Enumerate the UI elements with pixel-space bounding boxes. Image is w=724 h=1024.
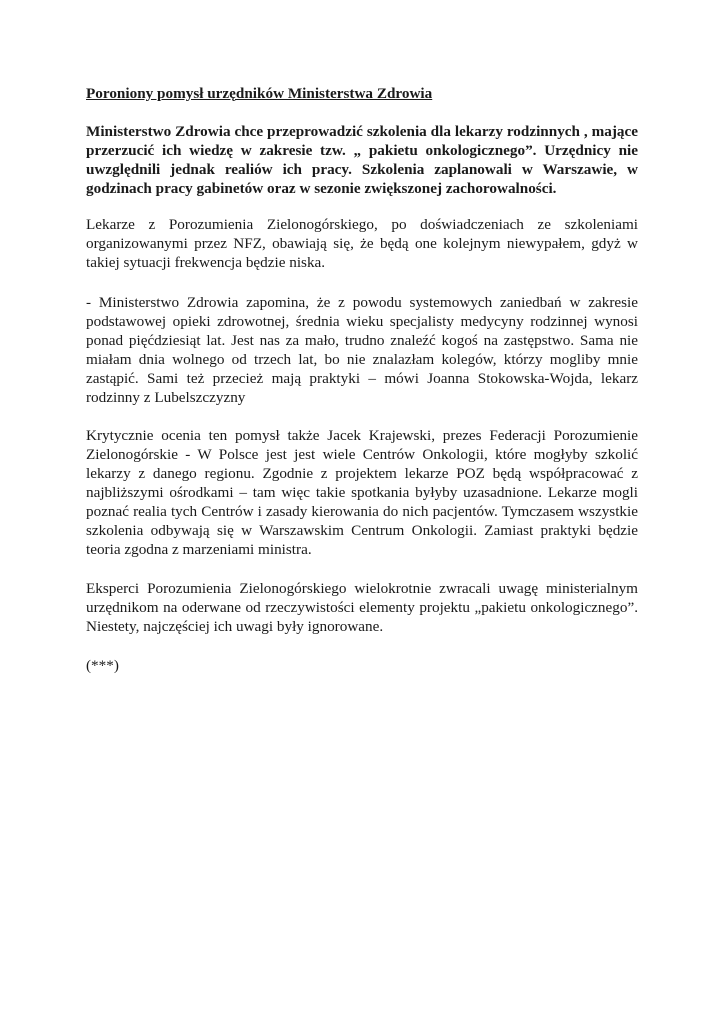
body-paragraph-1: Lekarze z Porozumienia Zielonogórskiego, po doświadczeniach ze szkoleniami organizowanymi przez NFZ, obawiają się, że będą one kolejnym niewypałem, gdyż w takiej sytuacji frekwencja będzie niska. bbox=[86, 216, 638, 271]
body-paragraph-2: - Ministerstwo Zdrowia zapomina, że z powodu systemowych zaniedbań w zakresie podstawowej opieki zdrowotnej, średnia wieku specjalisty medycyny rodzinnej wynosi ponad pięćdziesiąt lat. Jest nas za mało, trudno znaleźć kogoś na zastępstwo. Sama nie miałam dnia wolnego od trzech lat, bo nie znalazłam kolegów, którzy mogliby mnie zastąpić. Sami też przecież mają praktyki – mówi Joanna Stokowska-Wojda, lekarz rodzinny z Lubelszczyzny bbox=[86, 294, 638, 406]
document-title: Poroniony pomysł urzędników Ministerstwa Zdrowia bbox=[86, 85, 433, 102]
lead-paragraph: Ministerstwo Zdrowia chce przeprowadzić szkolenia dla lekarzy rodzinnych , mające przerzucić ich wiedzę w zakresie tzw. „ pakietu onkologicznego”. Urzędnicy nie uwzględnili jednak realiów ich pracy. Szkolenia zaplanowali w Warszawie, w godzinach pracy gabinetów oraz w sezonie zwiększonej zachorowalności. bbox=[86, 123, 638, 197]
body-paragraph-4: Eksperci Porozumienia Zielonogórskiego wielokrotnie zwracali uwagę ministerialnym urzędnikom na oderwane od rzeczywistości elementy projektu „pakietu onkologicznego”. Niestety, najczęściej ich uwagi były ignorowane. bbox=[86, 580, 638, 635]
body-paragraph-3: Krytycznie ocenia ten pomysł także Jacek Krajewski, prezes Federacji Porozumienie Zielonogórskie - W Polsce jest jest wiele Centrów Onkologii, które mogłyby szkolić lekarzy z danego regionu. Zgodnie z projektem lekarze POZ będą współpracować z najbliższymi ośrodkami – tam więc takie spotkania byłyby uzasadnione. Lekarze mogli poznać realia tych Centrów i zasady kierowania do nich pacjentów. Tymczasem wszystkie szkolenia odbywają się w Warszawskim Centrum Onkologii. Zamiast praktyki będzie teoria zgodna z marzeniami ministra. bbox=[86, 427, 638, 558]
document-body bbox=[86, 84, 638, 675]
end-mark: (***) bbox=[86, 657, 119, 674]
